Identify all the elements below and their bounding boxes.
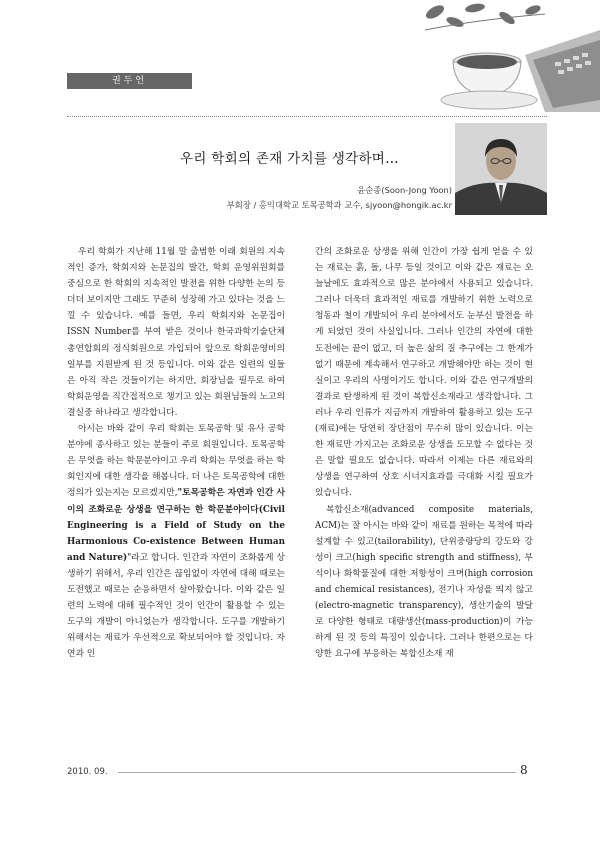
header-dotted-divider bbox=[67, 116, 547, 117]
paragraph: 복합신소재(advanced composite materials, ACM)는 잘 아시는 바와 같이 재료를 원하는 목적에 따라 설계할 수 있고(tailorability), 단위중량당의 강도와 강성이 크고(high specific strength and stiffness), 부식이나 화학물질에 대한 저항성이 크며(high corrosion and chemical resistances), 전기나 자성을 띄지 않고(electro-magnetic transparency), 생산기술의 발달로 다양한 형태로 대량생산(mass-production)이 가능하게 된 것 등의 특징이 있습니다. 그러나 한편으로는 다양한 요구에 부응하는 복합신소재 재 bbox=[315, 504, 533, 660]
footer-divider bbox=[118, 772, 516, 773]
body-column-right bbox=[315, 244, 533, 662]
header-decorative-photo bbox=[415, 0, 600, 112]
paragraph: 우리 학회가 지난해 11월 말 출범한 이래 회원의 지속적인 증가, 학회지와 논문집의 발간, 학회 운영위원회를 중심으로 한 학회의 지속적인 발전을 위한 다양한 논의 등 더더 보이지만 그래도 꾸준히 성장해 가고 있다는 것을 느낄 수 있습니다. 예를 들면, 우리 학회지와 논문집이 ISSN Number를 부여 받은 것이나 한국과학기술단체총연합회의 정식회원으로 가입되어 앞으로 학회운영비의 일부를 지원받게 된 것 등입니다. 이와 같은 일련의 일들은 아직 작은 것들이기는 하지만, 회장님을 필두로 하여 학회운영을 직간접적으로 챙기고 있는 회원님들의 노고의 결실중 하나라고 생각합니다. bbox=[67, 247, 285, 418]
paragraph: 간의 조화로운 상생을 위해 인간이 가장 쉽게 얻을 수 있는 재료는 흙, 돌, 나무 등일 것이고 이와 같은 재료는 오늘날에도 효과적으로 많은 분야에서 사용되고 있습니다. 그러나 더욱더 효과적인 재료를 개발하기 위한 노력으로 청동과 철이 개발되어 우리 분야에서도 눈부신 발전을 하게 되었던 것이 사실입니다. 그러나 인간의 자연에 대한 도전에는 끝이 없고, 더 높은 삶의 질 추구에는 그 한계가 없기 때문에 계속해서 연구하고 개발해야만 하는 것이 현실이고 우리의 사명이기도 합니다. 이와 같은 연구개발의 결과로 탄생하게 된 것이 복합신소재라고 생각합니다. 그러나 우리 인류가 지금까지 개발하여 활용하고 있는 도구(재료)에는 당연히 장단점이 무수히 많이 있습니다. 이는 한 재료만 가지고는 조화로운 상생을 도모할 수 없다는 것은 말할 필요도 없습니다. 따라서 이제는 다른 재료와의 상생을 연구하여 상호 시너지효과를 극대화 시킬 필요가 있습니다. bbox=[315, 247, 533, 499]
author-portrait bbox=[455, 123, 547, 215]
footer-date: 2010. 09. bbox=[67, 767, 108, 777]
paragraph bbox=[67, 421, 285, 662]
author-affiliation: 부회장 / 홍익대학교 토목공학과 교수, sjyoon@hongik.ac.kr bbox=[226, 200, 452, 210]
definition-quote: "토목공학은 자연과 인간 사이의 조화로운 상생을 연구하는 한 학문분야이다(Civil Engineering is a Field of Study on the Harmonious Co-existence Between Human and Nature) bbox=[67, 488, 285, 563]
page-title: 우리 학회의 존재 가치를 생각하며… bbox=[180, 151, 399, 167]
section-tag: 권두언 bbox=[67, 73, 192, 89]
paragraph-text: "라고 합니다. 인간과 자연이 조화롭게 상생하기 위해서, 우리 인간은 끊임없이 자연에 대해 때로는 도전했고 때로는 순응하면서 살아왔습니다. 이와 같은 일련의 노력에 대해 필수적인 것이 인간이 활용할 수 있는 도구의 개발이 아니었는가 생각합니다. 도구를 개발하기 위해서는 재료가 우선적으로 확보되어야 할 것입니다. 자연과 인 bbox=[67, 552, 285, 660]
body-column-left bbox=[67, 244, 285, 662]
paragraph-text: 아시는 바와 같이 우리 학회는 토목공학 및 유사 공학 분야에 종사하고 있는 분들이 주로 회원입니다. 토목공학은 무엇을 하는 학문분야이고 우리 학회는 무엇을 하는 학회인지에 대한 생각을 해봅니다. 더 나은 토목공학에 대한 정의가 있는지는 모르겠지만, bbox=[67, 424, 285, 499]
page-number: 8 bbox=[520, 763, 528, 777]
author-name: 윤순종(Soon-Jong Yoon) bbox=[357, 185, 452, 195]
